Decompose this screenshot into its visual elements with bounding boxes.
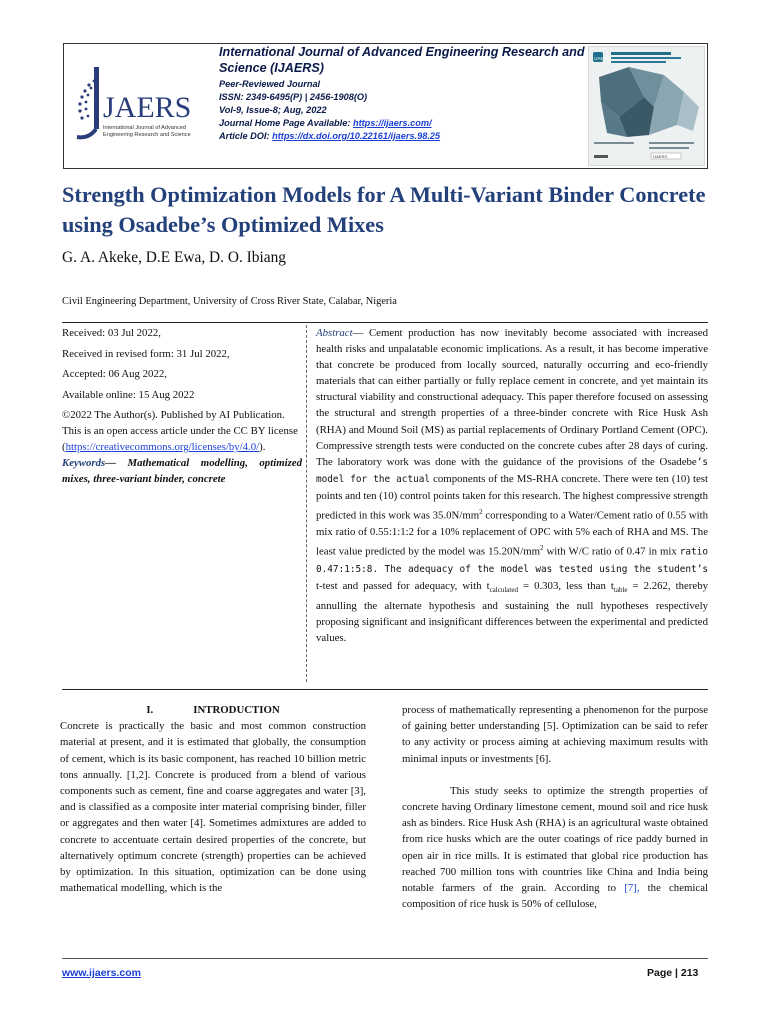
footer-page-number: Page | 213: [647, 967, 699, 979]
homepage-label: Journal Home Page Available:: [219, 118, 353, 128]
copyright-text: ©2022 The Author(s). Published by AI Publication. This is an open access article under the CC BY license: [62, 409, 298, 437]
column-divider: [306, 325, 307, 682]
citation-link-7[interactable]: [7],: [624, 882, 640, 895]
abstract-sub-2: table: [613, 585, 628, 594]
cover-brand: IJAERS: [594, 56, 610, 61]
abstract-text-mono-1: ’s model for the actual: [316, 456, 708, 485]
license-open: (: [62, 441, 66, 453]
keywords: [62, 455, 302, 487]
abstract-text-2: components of the MS-RHA concrete. There were ten (10) test points and ten (10) control points taken for this research. The highest compressive strength predicted in this work was 35.0N/mm: [316, 472, 708, 522]
online-date: Available online: 15 Aug 2022: [62, 388, 195, 401]
cover-badge: IJAERS: [653, 154, 668, 159]
section-number: I.: [146, 704, 154, 716]
keywords-text: — Mathematical modelling, optimized mixes, three-variant binder, concrete: [62, 457, 302, 485]
doi-link[interactable]: https://dx.doi.org/10.22161/ijaers.98.25: [272, 131, 441, 141]
intro-paragraph-3-text: This study seeks to optimize the strength properties of concrete having Ordinary limestone cement, mound soil and rice husk ash as binders. Rice Husk Ash (RHA) is an agricultural waste obtained from rice husks which are the outer coatings of rice paddy burned in open air in rice mills. It is estimated that global rice production has reached 700 million tons with countries like China and India being notable farmers of the grain. According to: [402, 784, 708, 895]
homepage-link[interactable]: https://ijaers.com/: [352, 118, 432, 128]
doi-line: [219, 130, 589, 143]
received-date: Received: 03 Jul 2022,: [62, 327, 161, 339]
abstract-label: Abstract: [316, 327, 353, 339]
peer-reviewed: Peer-Reviewed Journal: [219, 79, 321, 89]
intro-paragraph-1: Concrete is practically the basic and most common construction material at present, and it is estimated that globally, the consumption of cement, which is its basic component, has reached 10 billion metric tons annually. [1,2]. Concrete is produced from a blend of various components such as cement, fine and coarse aggregates and water [3], and is classified as a composite inter material comprising binder, filler or aggregates and then water [4]. Sometimes admixtures are added to concrete to accentuate certain desired properties of the concrete, but alternatively optimum concrete (strength) properties can be achieved by optimization. In this situation, optimization can be done using mathematical modelling, which is the: [60, 720, 366, 895]
intro-paragraph-3-tail: the chemical composition of rice husk is 50% of cellulose,: [402, 882, 708, 911]
footer-divider: [62, 958, 708, 959]
abstract-text-5: t-test and passed for adequacy, with t: [316, 579, 490, 592]
mid-divider: [62, 689, 708, 690]
article-info: [62, 325, 302, 487]
accepted-date: Accepted: 06 Aug 2022,: [62, 368, 167, 380]
homepage-line: [219, 117, 589, 130]
intro-paragraph-2: process of mathematically representing a phenomenon for the purpose of gaining better understanding [5]. Optimization can be said to refer to any activity or process aiming at achieving maximum results with minimal inputs or investments [6].: [402, 704, 708, 765]
license-close: ).: [259, 441, 266, 453]
journal-info: [219, 44, 589, 143]
paper-authors: G. A. Akeke, D.E Ewa, D. O. Ibiang: [62, 249, 286, 266]
volume-issue: Vol-9, Issue-8; Aug, 2022: [219, 105, 327, 115]
top-divider: [62, 322, 708, 323]
abstract-text-1: — Cement production has now inevitably become associated with increased health risks and unpalatable economic implications. As a result, it has become imperative that concrete be produced from locally sourced, naturally occurring and eco-friendly materials that can either partially or fully replace cement in concrete, and yet maintain its structural viability and constructional adequacy. This paper therefore focused on assessing the structural and strength properties of a three-binder concrete with Rice Husk Ash (RHA) and Mound Soil (MS) as partial replacements of Ordinary Portland Cement (OPC). Compressive strength tests were conducted on the concrete cubes after 28 days of curing. The laboratory work was done with the guidance of the provisions of the Osadebe: [316, 327, 708, 468]
body-left-column: [60, 702, 366, 896]
abstract: [316, 325, 708, 646]
body-right-column: [402, 702, 708, 912]
license-line: [62, 439, 302, 455]
issn: ISSN: 2349-6495(P) | 2456-1908(O): [219, 92, 368, 102]
doi-label: Article DOI:: [219, 131, 273, 141]
section-title: INTRODUCTION: [193, 704, 280, 716]
logo-subtitle-1: International Journal of Advanced: [103, 125, 187, 131]
ijaers-logo: [67, 55, 217, 155]
abstract-sup-2: 2: [540, 543, 544, 552]
abstract-text-mono-2: ratio 0.47:1:5:8. The adequacy of the model was tested using the student’s: [316, 546, 708, 575]
keywords-label: Keywords: [62, 457, 106, 469]
section-heading: [60, 702, 366, 718]
logo-text: JAERS: [103, 91, 192, 124]
abstract-text-3: corresponding to a Water/Cement ratio of 0.55 with mix ratio of 0.55:1:1:2 for a 10% replacement of OPC with 5% each of RHA and MS. The least value predicted by the model was 15.20N/mm: [316, 509, 708, 558]
abstract-text-7: = 2.262, thereby annulling the alternate hypothesis and sustaining the null hypotheses respectively proposing significant and insignificant differences between the experimental and predicted values.: [316, 579, 708, 645]
revised-date: Received in revised form: 31 Jul 2022,: [62, 347, 230, 360]
intro-paragraph-3: [402, 783, 708, 913]
abstract-text-6: = 0.303, less than t: [517, 579, 614, 592]
abstract-sup-1: 2: [479, 508, 483, 517]
paper-affiliation: Civil Engineering Department, University of Cross River State, Calabar, Nigeria: [62, 296, 397, 307]
abstract-text-4: with W/C ratio of 0.47 in mix: [543, 545, 680, 558]
abstract-sub-1: calculated: [489, 585, 518, 594]
journal-name: International Journal of Advanced Engineering Research and Science (IJAERS): [219, 45, 585, 75]
journal-cover-thumbnail: [588, 46, 705, 166]
license-link[interactable]: https://creativecommons.org/licenses/by/4.0/: [65, 441, 260, 453]
logo-subtitle-2: Engineering Research and Science: [103, 132, 191, 138]
paper-title: Strength Optimization Models for A Multi-Variant Binder Concrete using Osadebe’s Optimized Mixes: [62, 182, 706, 237]
footer-website-link[interactable]: www.ijaers.com: [62, 967, 141, 979]
